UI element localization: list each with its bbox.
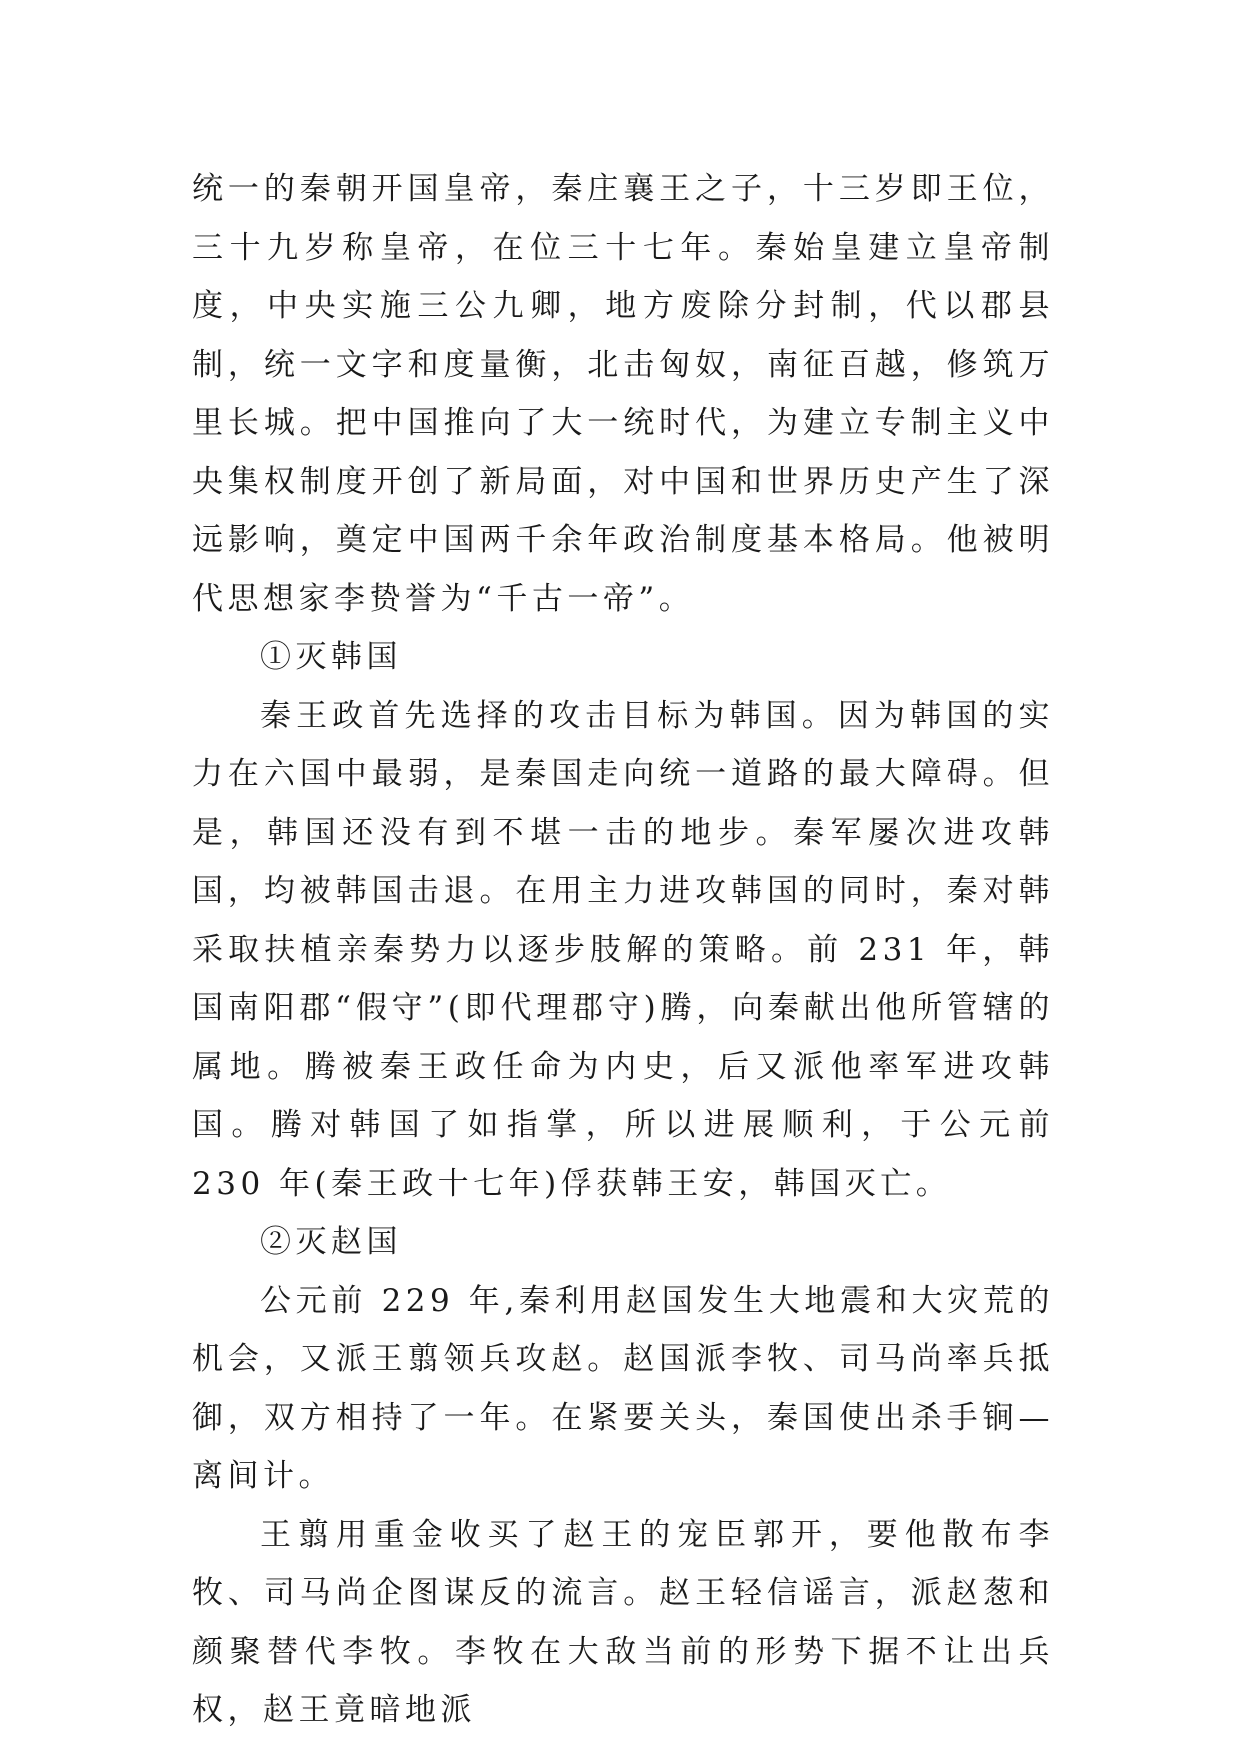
document-body xyxy=(192,160,1054,1740)
paragraph-zhao-2: 王翦用重金收买了赵王的宠臣郭开，要他散布李牧、司马尚企图谋反的流言。赵王轻信谣言，派赵葱和颜聚替代李牧。李牧在大敌当前的形势下据不让出兵权，赵王竟暗地派 xyxy=(192,1516,1054,1728)
paragraph-zhao-1: 公元前 229 年,秦利用赵国发生大地震和大灾荒的机会，又派王翦领兵攻赵。赵国派李牧、司马尚率兵抵御，双方相持了一年。在紧要关头，秦国使出杀手锏—离间计。 xyxy=(192,1282,1054,1494)
section-heading-han: ①灭韩国 xyxy=(260,639,402,675)
paragraph-intro: 统一的秦朝开国皇帝，秦庄襄王之子，十三岁即王位，三十九岁称皇帝，在位三十七年。秦始皇建立皇帝制度，中央实施三公九卿，地方废除分封制，代以郡县制，统一文字和度量衡，北击匈奴，南征百越，修筑万里长城。把中国推向了大一统时代，为建立专制主义中央集权制度开创了新局面，对中国和世界历史产生了深远影响，奠定中国两千余年政治制度基本格局。他被明代思想家李贽誉为“千古一帝”。 xyxy=(192,171,1054,617)
section-heading-zhao: ②灭赵国 xyxy=(260,1224,402,1260)
paragraph-han: 秦王政首先选择的攻击目标为韩国。因为韩国的实力在六国中最弱，是秦国走向统一道路的最大障碍。但是，韩国还没有到不堪一击的地步。秦军屡次进攻韩国，均被韩国击退。在用主力进攻韩国的同时，秦对韩采取扶植亲秦势力以逐步肢解的策略。前 231 年，韩国南阳郡“假守”(即代理郡守)腾，向秦献出他所管辖的属地。腾被秦王政任命为内史，后又派他率军进攻韩国。腾对韩国了如指掌，所以进展顺利，于公元前 230 年(秦王政十七年)俘获韩王安，韩国灭亡。 xyxy=(192,697,1054,1202)
